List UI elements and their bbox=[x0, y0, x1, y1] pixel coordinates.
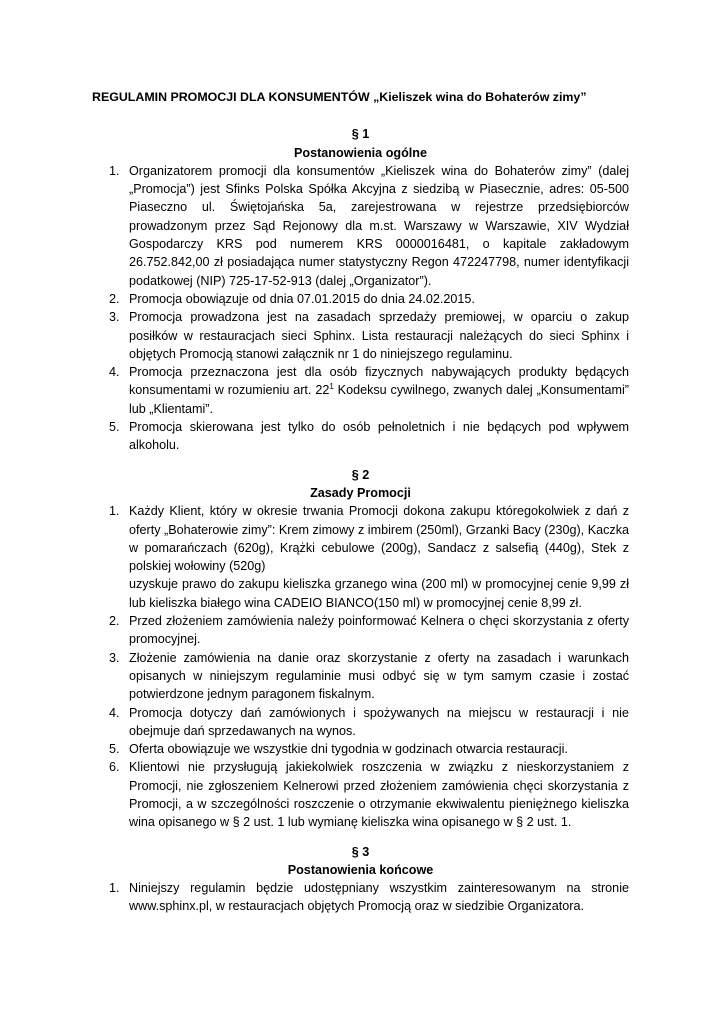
superscript: 1 bbox=[329, 382, 334, 392]
item-number: 4. bbox=[109, 705, 120, 720]
item-text-continued: Kodeksu cywilnego, zwanych dalej „Konsumentami” lub „Klientami”. bbox=[129, 383, 629, 416]
section-3-number: § 3 bbox=[351, 844, 370, 859]
item-text: Przed złożeniem zamówienia należy poinformować Kelnera o chęci skorzystania z oferty promocyjnej. bbox=[129, 614, 629, 647]
list-item bbox=[92, 740, 629, 758]
section-1-heading: Postanowienia ogólne bbox=[294, 145, 427, 160]
item-number: 1. bbox=[109, 881, 120, 896]
section-3-list bbox=[92, 879, 629, 916]
item-text: Promocja skierowana jest tylko do osób pełnoletnich i nie będących pod wpływem alkoholu. bbox=[129, 420, 629, 453]
list-item bbox=[92, 649, 629, 704]
item-number: 1. bbox=[109, 504, 120, 519]
section-1-list bbox=[92, 162, 629, 455]
list-item bbox=[92, 308, 629, 363]
item-text: Każdy Klient, który w okresie trwania Promocji dokona zakupu któregokolwiek z dań z oferty „Bohaterowie zimy”: Krem zimowy z imbirem (250ml), Grzanki Bacy (230g), Kaczka w pomarańczach (620g), Krążki cebulowe (200g), Sandacz z salsefią (440g), Stek z polskiej wołowiny (520g) bbox=[129, 504, 629, 574]
item-number: 4. bbox=[109, 365, 120, 380]
item-text: Niniejszy regulamin będzie udostępniany wszystkim zainteresowanym na stronie www.sphinx.pl, w restauracjach objętych Promocją oraz w siedzibie Organizatora. bbox=[129, 881, 629, 914]
item-text: Złożenie zamówienia na danie oraz skorzystanie z oferty na zasadach i warunkach opisanych w niniejszym regulaminie musi odbyć się w tym samym czasie i zostać potwierdzone jednym paragonem fiskalnym. bbox=[129, 650, 629, 702]
item-text: Klientowi nie przysługują jakiekolwiek roszczenia w związku z nieskorzystaniem z Promocji, nie zgłoszeniem Kelnerowi przed złożeniem zamówienia chęci skorzystania z Promocji, a w szczególności roszczenie o otrzymanie ekwiwalentu pieniężnego kieliszka wina opisanego w § 2 ust. 1 lub wymianę kieliszka wina opisanego w § 2 ust. 1. bbox=[129, 760, 629, 830]
item-number: 1. bbox=[109, 163, 120, 178]
item-number: 6. bbox=[109, 760, 120, 775]
section-2-list bbox=[92, 502, 629, 831]
item-number: 2. bbox=[109, 614, 120, 629]
item-number: 3. bbox=[109, 650, 120, 665]
item-text-continued: uzyskuje prawo do zakupu kieliszka grzanego wina (200 ml) w promocyjnej cenie 9,99 zł lub kieliszka białego wina CADEIO BIANCO(150 ml) w promocyjnej cenie 8,99 zł. bbox=[129, 577, 629, 610]
item-number: 3. bbox=[109, 310, 120, 325]
list-item bbox=[92, 162, 629, 290]
item-number: 5. bbox=[109, 742, 120, 757]
section-3-heading: Postanowienia końcowe bbox=[287, 862, 434, 877]
list-item bbox=[92, 290, 629, 308]
item-number: 2. bbox=[109, 291, 120, 306]
item-text: Promocja przeznaczona jest dla osób fizycznych nabywających produkty będących konsumentami w rozumieniu art. 22 bbox=[129, 365, 629, 398]
item-text: Promocja prowadzona jest na zasadach sprzedaży premiowej, w oparciu o zakup posiłków w restauracjach sieci Sphinx. Lista restauracji należących do sieci Sphinx i objętych Promocją stanowi załącznik nr 1 do niniejszego regulaminu. bbox=[129, 310, 629, 361]
list-item bbox=[92, 418, 629, 455]
section-1-number: § 1 bbox=[351, 127, 370, 142]
list-item bbox=[92, 879, 629, 916]
item-number: 5. bbox=[109, 420, 120, 435]
list-item bbox=[92, 502, 629, 612]
list-item bbox=[92, 704, 629, 741]
list-item bbox=[92, 612, 629, 649]
section-2-heading: Zasady Promocji bbox=[310, 485, 411, 500]
document-title: REGULAMIN PROMOCJI DLA KONSUMENTÓW „Kieliszek wina do Bohaterów zimy” bbox=[92, 90, 587, 104]
list-item bbox=[92, 363, 629, 418]
item-text: Promocja obowiązuje od dnia 07.01.2015 do dnia 24.02.2015. bbox=[129, 291, 475, 306]
item-text: Promocja dotyczy dań zamówionych i spożywanych na miejscu w restauracji i nie obejmuje dań sprzedawanych na wynos. bbox=[129, 705, 629, 738]
item-text: Organizatorem promocji dla konsumentów „Kieliszek wina do Bohaterów zimy” (dalej „Promocja”) jest Sfinks Polska Spółka Akcyjna z siedzibą w Piasecznie, adres: 05-500 Piaseczno ul. Świętojańska 5a, zarejestrowana w rejestrze przedsiębiorców prowadzonym przez Sąd Rejonowy dla m.st. Warszawy w Warszawie, XIV Wydział Gospodarczy KRS pod numerem KRS 0000016481, o kapitale zakładowym 26.752.842,00 zł posiadająca numer statystyczny Regon 472247798, numer identyfikacji podatkowej (NIP) 725-17-52-913 (dalej „Organizator”). bbox=[129, 163, 629, 288]
item-text: Oferta obowiązuje we wszystkie dni tygodnia w godzinach otwarcia restauracji. bbox=[129, 742, 568, 757]
section-2-number: § 2 bbox=[351, 467, 370, 482]
list-item bbox=[92, 758, 629, 831]
